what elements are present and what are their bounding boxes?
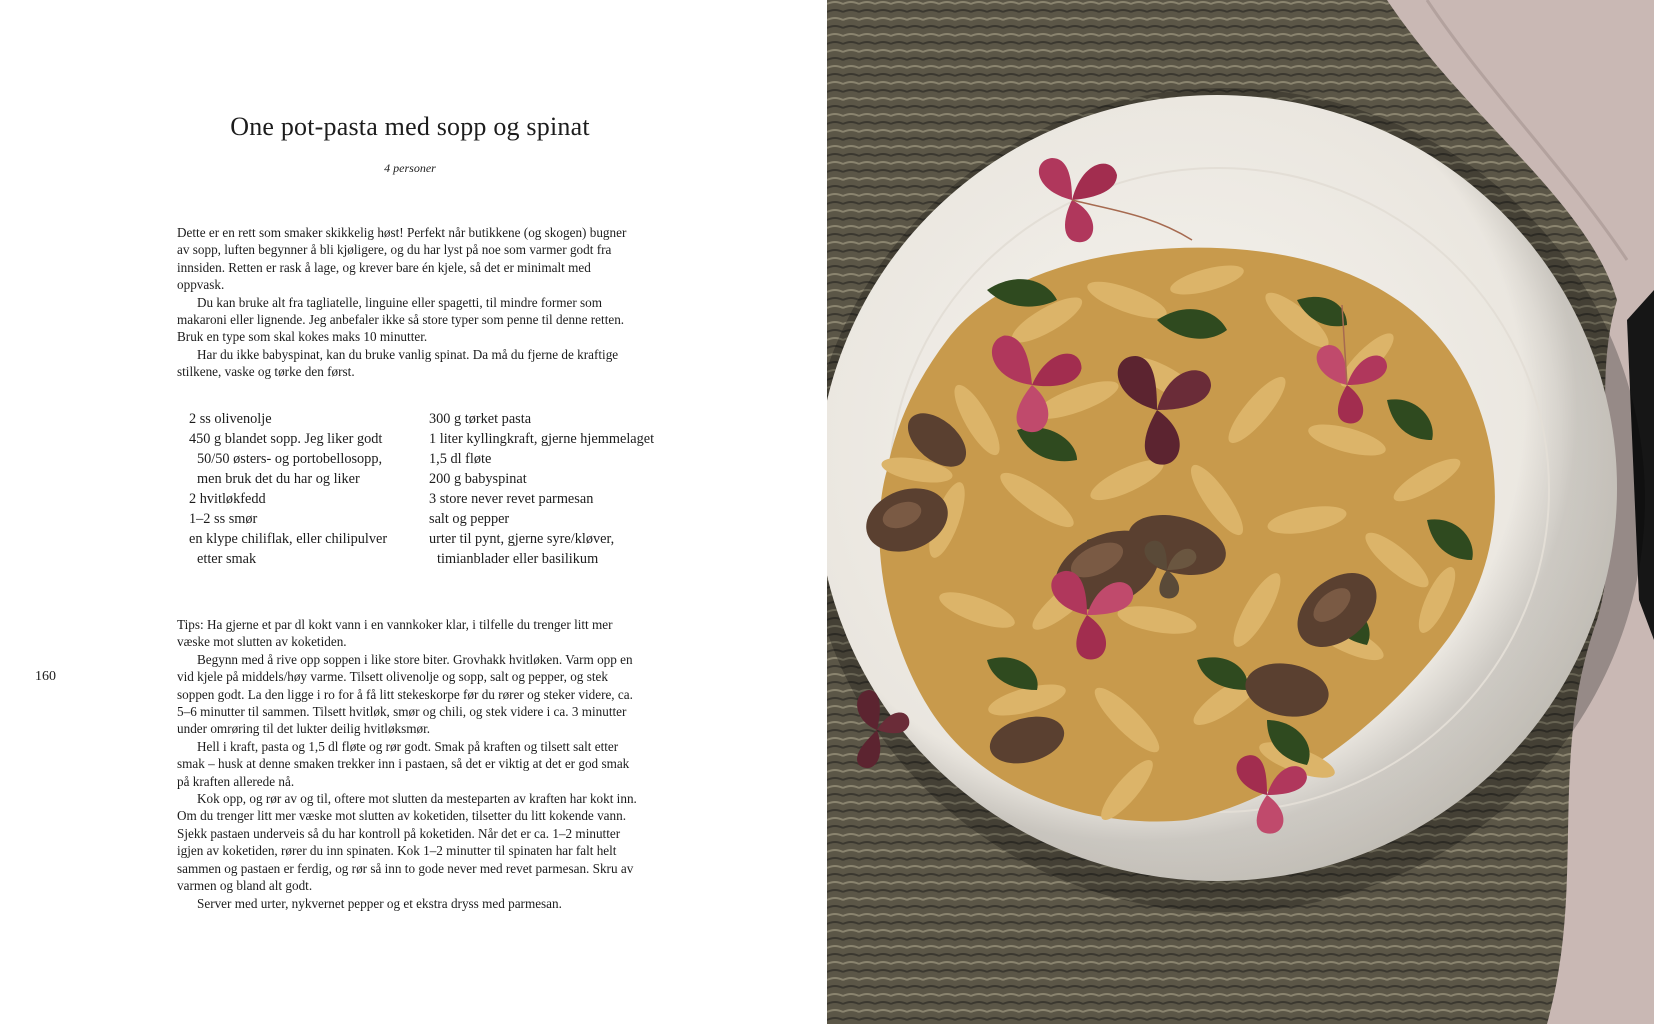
ingredient-item: 200 g babyspinat (429, 471, 527, 487)
ingredient-item: urter til pynt, gjerne syre/kløver, timianblader eller basilikum (429, 531, 615, 567)
food-photo (827, 0, 1654, 1024)
ingredient-column-right (429, 409, 669, 569)
ingredient-item: 300 g tørket pasta (429, 411, 532, 427)
ingredient-column-left (189, 409, 409, 569)
intro-paragraph: Har du ikke babyspinat, kan du bruke vanlig spinat. Da må du fjerne de kraftige stilkene, vaske og tørke den først. (177, 346, 619, 380)
method-text (177, 616, 637, 912)
ingredient-item: 3 store never revet parmesan (429, 491, 594, 507)
intro-paragraph: Dette er en rett som smaker skikkelig høst! Perfekt når butikkene (og skogen) bugner av sopp, luften begynner å bli kjøligere, og du har lyst på noe som varmer godt fra innsiden. Retten er rask å lage, og krever bare én kjele, så det er minimalt med oppvask. (177, 225, 627, 293)
pasta-dish-illustration (827, 0, 1654, 1024)
ingredient-item: 1 liter kyllingkraft, gjerne hjemmelaget (429, 431, 655, 447)
tip-paragraph: Tips: Ha gjerne et par dl kokt vann i en vannkoker klar, i tilfelle du trenger litt mer væske mot slutten av koketiden. (177, 617, 613, 650)
method-paragraph: Server med urter, nykvernet pepper og et ekstra dryss med parmesan. (197, 895, 562, 911)
ingredient-item: en klype chiliflak, eller chilipulver etter smak (189, 531, 388, 567)
intro-paragraph: Du kan bruke alt fra tagliatelle, linguine eller spagetti, til mindre former som makaroni eller lignende. Jeg anbefaler ikke så store typer som penne til denne retten. Bruk en type som skal kokes maks 10 minutter. (177, 294, 625, 345)
servings: 4 personer (384, 161, 436, 175)
ingredient-item: 1,5 dl fløte (429, 451, 492, 467)
method-paragraph: Hell i kraft, pasta og 1,5 dl fløte og rør godt. Smak på kraften og tilsett salt etter smak – husk at denne smaken trekker inn i pastaen, så det er viktig at det er god smak på kraften allerede nå. (177, 738, 630, 789)
intro-text (177, 224, 637, 381)
ingredient-item: 2 ss olivenolje (189, 411, 272, 427)
ingredient-item: salt og pepper (429, 511, 510, 527)
recipe-title: One pot-pasta med sopp og spinat (230, 112, 590, 141)
ingredient-item: 1–2 ss smør (189, 511, 258, 527)
method-paragraph: Kok opp, og rør av og til, oftere mot slutten da mesteparten av kraften har kokt inn. Om du trenger litt mer væske mot slutten av koketiden, tilsetter du litt kokende vann. Sjekk pastaen underveis så du har kontroll på koketiden. Når det er ca. 1–2 minutter igjen av koketiden, rører du inn spinaten. Kok 1–2 minutter til spinaten har falt helt sammen og pastaen er ferdig, og rør så inn to gode never med revet parmesan. Skru av varmen og bland alt godt. (177, 791, 637, 894)
method-paragraph: Begynn med å rive opp soppen i like store biter. Grovhakk hvitløken. Varm opp en vid kjele på middels/høy varme. Tilsett olivenolje og sopp, salt og pepper, og stek soppen godt. La den ligge i ro for å få litt stekeskorpe før du rører og steker videre, ca. 5–6 minutter til sammen. Tilsett hvitløk, smør og chili, og stek videre i ca. 3 minutter under omrøring til det lukter deilig hvitløksmør. (177, 651, 633, 737)
page-number: 160 (35, 669, 56, 684)
ingredient-item: 450 g blandet sopp. Jeg liker godt 50/50 østers- og portobellosopp, men bruk det du har og liker (189, 431, 383, 487)
ingredient-item: 2 hvitløkfedd (189, 491, 266, 507)
